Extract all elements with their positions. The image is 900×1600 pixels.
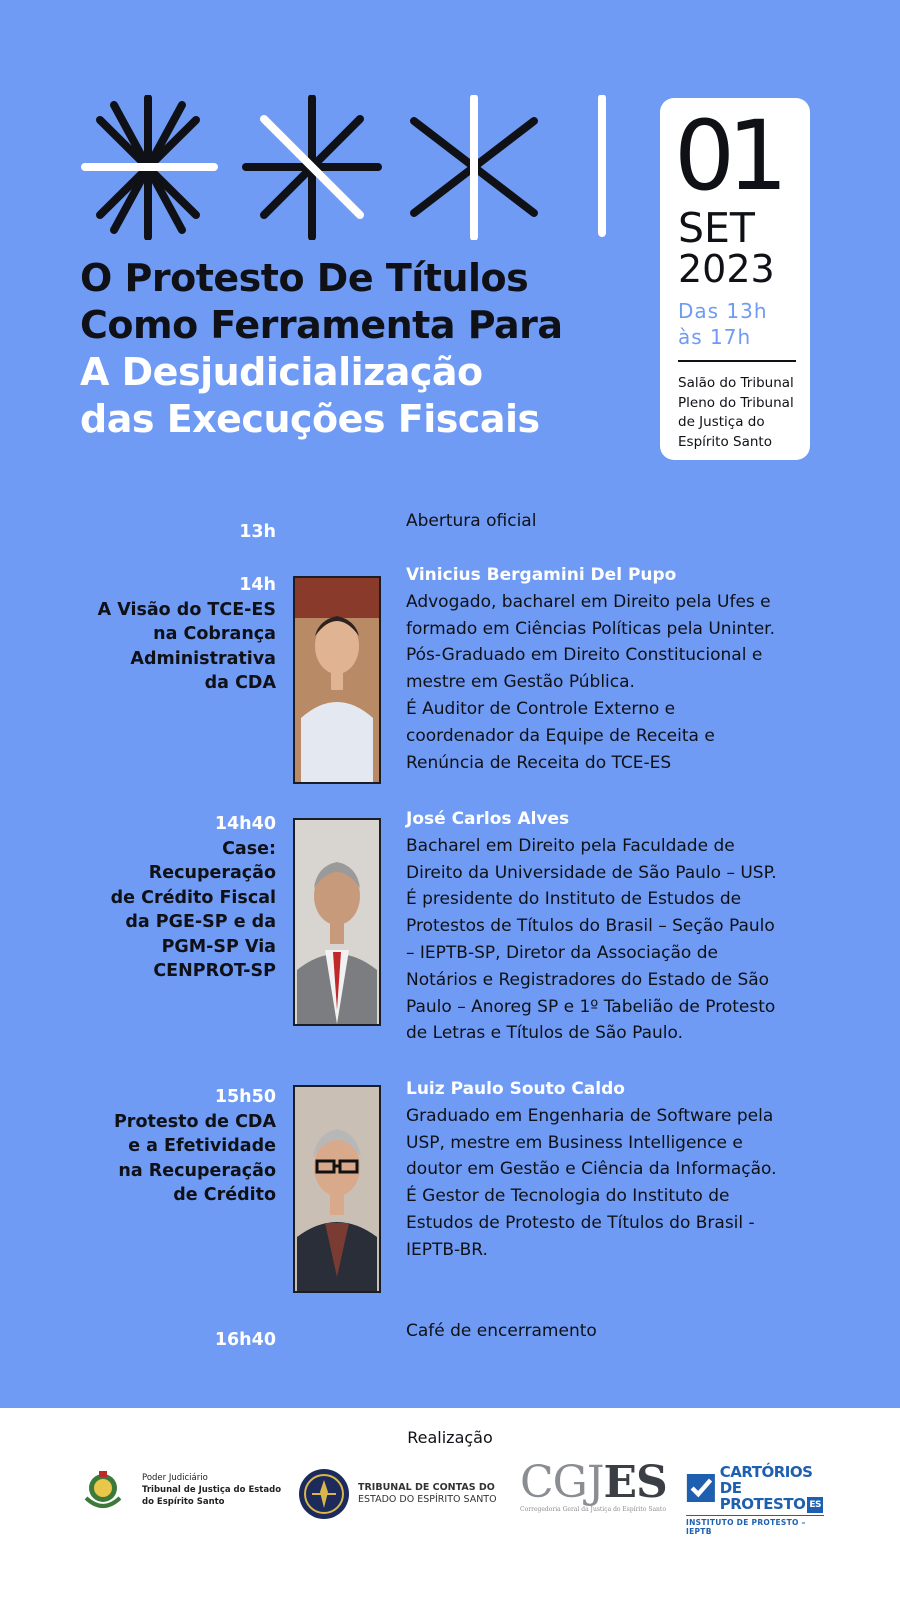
- speaker-photo: [293, 576, 381, 784]
- venue-line: Espírito Santo: [678, 433, 772, 450]
- bio-line: Graduado em Engenharia de Software pela: [406, 1105, 774, 1126]
- divider: [678, 360, 796, 362]
- title-line: O Protesto De Títulos: [80, 256, 529, 300]
- bio-line: USP, mestre em Business Intelligence e: [406, 1132, 743, 1153]
- bio-line: IEPTB-BR.: [406, 1239, 488, 1260]
- talk-title-line: de Crédito Fiscal: [110, 887, 276, 908]
- schedule-time: 14h40: [214, 814, 276, 834]
- schedule-text: Café de encerramento: [406, 1321, 597, 1341]
- tjes-line: Tribunal de Justiça do Estado: [142, 1485, 282, 1495]
- page-title: [80, 255, 640, 443]
- speaker-name: José Carlos Alves: [406, 809, 570, 829]
- event-year: 2023: [678, 247, 775, 291]
- tce-line: TRIBUNAL DE CONTAS DO: [358, 1482, 495, 1493]
- asterisk-icon: [414, 98, 534, 237]
- schedule-time-label: [46, 520, 276, 545]
- venue-line: de Justiça do: [678, 414, 765, 430]
- talk-title-line: da PGE-SP e da: [125, 912, 276, 932]
- schedule-time: 15h50: [214, 1087, 276, 1107]
- speaker-name: Luiz Paulo Souto Caldo: [406, 1079, 625, 1099]
- bio-line: coordenador da Equipe de Receita e: [406, 725, 715, 746]
- bio-line: Paulo – Anoreg SP e 1º Tabelião de Protesto: [406, 996, 776, 1017]
- talk-title-line: Administrativa: [130, 648, 276, 669]
- schedule-text: Abertura oficial: [406, 511, 537, 531]
- asterisk-icon: [246, 98, 378, 237]
- title-line: das Execuções Fiscais: [80, 397, 540, 441]
- schedule-item: [406, 562, 836, 776]
- event-venue: [678, 374, 796, 452]
- event-hours-line: Das 13h: [678, 299, 768, 323]
- cgj-subtitle: Corregedoria Geral da Justiça do Espírito Santo: [520, 1506, 666, 1513]
- tce-logo: [298, 1468, 497, 1520]
- bio-line: Notários e Registradores do Estado de São: [406, 969, 770, 990]
- schedule-time-label: [46, 1328, 276, 1353]
- speaker-name: Vinicius Bergamini Del Pupo: [406, 565, 677, 585]
- talk-title-line: Recuperação: [148, 863, 276, 883]
- cgj-es-text: ES: [603, 1457, 667, 1508]
- schedule-time: 13h: [239, 522, 276, 542]
- cartorios-es-badge: ES: [807, 1497, 823, 1513]
- talk-title-line: da CDA: [204, 673, 276, 693]
- bio-line: de Letras e Títulos de São Paulo.: [406, 1023, 683, 1044]
- talk-title-line: na Cobrança: [153, 624, 276, 644]
- footer: [0, 1408, 900, 1600]
- cartorios-line: CARTÓRIOS DE: [719, 1463, 813, 1497]
- talk-title-line: e a Efetividade: [128, 1136, 276, 1156]
- hero-icons: [80, 95, 620, 240]
- event-month: SET: [678, 204, 755, 252]
- bio-line: Advogado, bacharel em Direito pela Ufes e: [406, 591, 771, 612]
- talk-title-line: de Crédito: [173, 1185, 276, 1205]
- tjes-line: Poder Judiciário: [142, 1473, 208, 1483]
- talk-title-line: PGM-SP Via: [161, 936, 276, 957]
- schedule-item: [406, 1076, 836, 1264]
- tjes-line: do Espírito Santo: [142, 1497, 225, 1507]
- talk-title-line: A Visão do TCE-ES: [97, 599, 276, 620]
- bio-line: Protestos de Títulos do Brasil – Seção Paulo: [406, 916, 775, 937]
- date-card: [660, 98, 810, 460]
- bio-line: Estudos de Protesto de Títulos do Brasil -: [406, 1212, 755, 1233]
- bio-line: É presidente do Instituto de Estudos de: [406, 889, 742, 910]
- talk-title-line: Case:: [222, 838, 276, 859]
- title-line: Como Ferramenta Para: [80, 303, 563, 347]
- bio-line: Pós-Graduado em Direito Constitucional e: [406, 645, 763, 666]
- bio-line: – IEPTB-SP, Diretor da Associação de: [406, 942, 718, 963]
- bio-line: doutor em Gestão e Ciência da Informação.: [406, 1159, 777, 1180]
- schedule-time: 16h40: [214, 1330, 276, 1350]
- schedule-time-label: [46, 812, 276, 984]
- bio-line: Direito da Universidade de São Paulo – USP.: [406, 862, 777, 883]
- schedule-time-label: [46, 573, 276, 696]
- tjes-logo: [82, 1468, 281, 1512]
- cartorios-logo: [686, 1464, 824, 1536]
- coat-of-arms-icon: [82, 1468, 124, 1512]
- title-line: A Desjudicialização: [80, 350, 483, 394]
- event-day: 01: [674, 100, 781, 212]
- talk-title-line: CENPROT-SP: [153, 961, 276, 981]
- bio-line: Bacharel em Direito pela Faculdade de: [406, 835, 735, 856]
- venue-line: Pleno do Tribunal: [678, 394, 794, 411]
- bio-line: É Gestor de Tecnologia do Instituto de: [406, 1186, 730, 1207]
- asterisk-icon: [85, 98, 214, 237]
- bio-line: Renúncia de Receita do TCE-ES: [406, 752, 672, 773]
- checkmark-icon: [686, 1471, 716, 1505]
- cgj-logo: [520, 1457, 667, 1513]
- talk-title-line: na Recuperação: [118, 1160, 276, 1181]
- tce-line: ESTADO DO ESPÍRITO SANTO: [358, 1494, 497, 1505]
- schedule-item: [406, 806, 836, 1047]
- speaker-photo: [293, 818, 381, 1026]
- talk-title-line: Protesto de CDA: [113, 1111, 276, 1132]
- speaker-photo: [293, 1085, 381, 1293]
- tce-seal-icon: [298, 1468, 350, 1520]
- event-hours-line: às 17h: [678, 325, 752, 349]
- cartorios-subtitle: INSTITUTO DE PROTESTO – IEPTB: [686, 1515, 824, 1536]
- schedule-item: [406, 508, 836, 535]
- venue-line: Salão do Tribunal: [678, 375, 794, 391]
- bio-line: É Auditor de Controle Externo e: [406, 698, 676, 719]
- schedule-time-label: [46, 1085, 276, 1208]
- cgj-text: CGJ: [520, 1457, 604, 1508]
- cartorios-line: PROTESTO: [719, 1495, 806, 1513]
- bio-line: formado em Ciências Políticas pela Uninter.: [406, 618, 776, 639]
- schedule-time: 14h: [239, 575, 276, 595]
- event-hours: [678, 298, 796, 350]
- footer-label: Realização: [407, 1428, 493, 1447]
- bio-line: mestre em Gestão Pública.: [406, 672, 635, 693]
- schedule-item: [406, 1318, 836, 1345]
